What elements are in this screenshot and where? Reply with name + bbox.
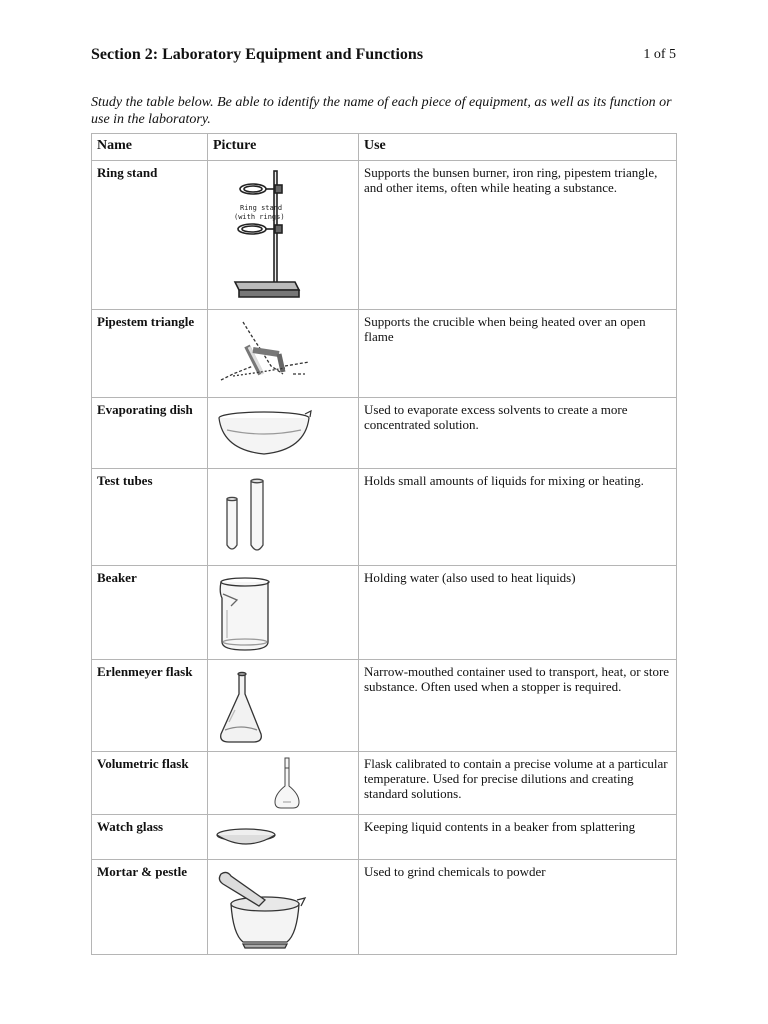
intro-text: Study the table below. Be able to identify the name of each piece of equipment, as well as its function or use in the laboratory. [91, 95, 672, 127]
volumetric-flask-icon [213, 756, 363, 812]
column-header-name: Name [92, 134, 208, 161]
ring-stand-caption-line2: (with rings) [234, 213, 285, 221]
table-row [92, 815, 677, 860]
equipment-use: Narrow-mouthed container used to transport, heat, or store substance. Often used when a stopper is required. [359, 660, 677, 752]
equipment-picture [208, 815, 359, 860]
equipment-picture [208, 752, 359, 815]
equipment-picture [208, 860, 359, 955]
equipment-use: Used to evaporate excess solvents to create a more concentrated solution. [359, 398, 677, 469]
equipment-picture [208, 310, 359, 398]
equipment-picture [208, 660, 359, 752]
erlenmeyer-flask-icon [213, 664, 363, 749]
equipment-use: Supports the bunsen burner, iron ring, pipestem triangle, and other items, often while heating a substance. [359, 161, 677, 310]
equipment-name: Beaker [92, 566, 208, 660]
equipment-name: Mortar & pestle [92, 860, 208, 955]
table-row [92, 161, 677, 310]
equipment-picture [208, 398, 359, 469]
table-row [92, 752, 677, 815]
test-tubes-icon [213, 473, 363, 563]
equipment-use: Used to grind chemicals to powder [359, 860, 677, 955]
ring-stand-caption-line1: Ring stand [240, 204, 283, 212]
equipment-name: Test tubes [92, 469, 208, 566]
table-row [92, 660, 677, 752]
equipment-name: Watch glass [92, 815, 208, 860]
mortar-pestle-icon [213, 864, 363, 952]
equipment-name: Ring stand [92, 161, 208, 310]
equipment-picture [208, 161, 359, 310]
equipment-picture [208, 469, 359, 566]
beaker-icon [213, 570, 363, 657]
pipestem-triangle-icon [213, 314, 363, 395]
equipment-use: Holds small amounts of liquids for mixing or heating. [359, 469, 677, 566]
table-row [92, 566, 677, 660]
ring-stand-icon [213, 165, 363, 307]
page-title: Section 2: Laboratory Equipment and Functions [91, 46, 424, 63]
equipment-use: Flask calibrated to contain a precise volume at a particular temperature. Used for precise dilutions and creating standard solutions. [359, 752, 677, 815]
equipment-use: Keeping liquid contents in a beaker from splattering [359, 815, 677, 860]
equipment-name: Volumetric flask [92, 752, 208, 815]
equipment-name: Erlenmeyer flask [92, 660, 208, 752]
equipment-use: Supports the crucible when being heated over an open flame [359, 310, 677, 398]
page-header [91, 46, 676, 70]
evaporating-dish-icon [213, 402, 363, 466]
table-header-row [92, 134, 677, 161]
equipment-name: Pipestem triangle [92, 310, 208, 398]
column-header-picture: Picture [208, 134, 359, 161]
column-header-use: Use [359, 134, 677, 161]
equipment-use: Holding water (also used to heat liquids) [359, 566, 677, 660]
equipment-picture [208, 566, 359, 660]
equipment-table [91, 133, 677, 955]
table-row [92, 310, 677, 398]
table-row [92, 398, 677, 469]
table-row [92, 860, 677, 955]
page-number: 1 of 5 [643, 47, 676, 62]
table-row [92, 469, 677, 566]
equipment-name: Evaporating dish [92, 398, 208, 469]
watch-glass-icon [213, 819, 363, 857]
